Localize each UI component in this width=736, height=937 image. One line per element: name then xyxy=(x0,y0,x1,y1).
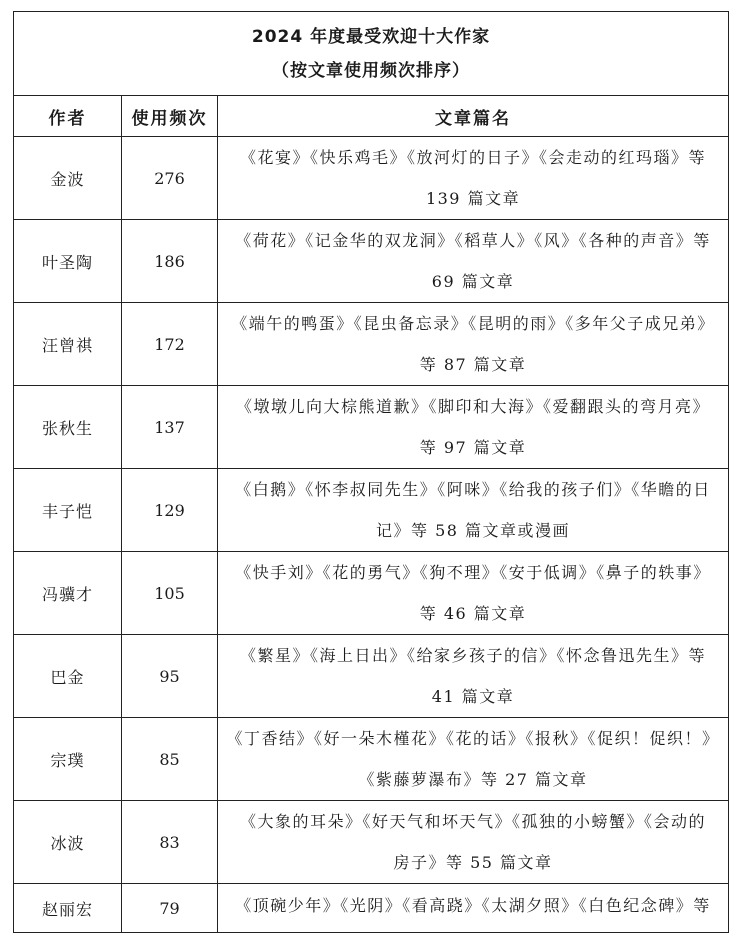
works-line: 等 97 篇文章 xyxy=(419,438,527,457)
works-line: 房子》等 55 篇文章 xyxy=(393,853,553,872)
works-cell xyxy=(218,220,729,303)
table-row xyxy=(14,801,729,884)
count-cell: 83 xyxy=(122,801,218,884)
header-row xyxy=(14,96,729,137)
title-row xyxy=(14,12,729,96)
works-line: 69 篇文章 xyxy=(431,272,515,291)
author-cell: 宗璞 xyxy=(14,718,122,801)
works-cell xyxy=(218,718,729,801)
table-row xyxy=(14,635,729,718)
works-line: 《大象的耳朵》《好天气和坏天气》《孤独的小螃蟹》《会动的 xyxy=(240,812,707,831)
works-line: 《花宴》《快乐鸡毛》《放河灯的日子》《会走动的红玛瑙》等 xyxy=(240,148,707,167)
works-line: 《墩墩儿向大棕熊道歉》《脚印和大海》《爱翻跟头的弯月亮》 xyxy=(236,397,711,416)
author-cell: 巴金 xyxy=(14,635,122,718)
table-row xyxy=(14,137,729,220)
works-line: 《荷花》《记金华的双龙洞》《稻草人》《风》《各种的声音》等 xyxy=(235,231,711,250)
works-line: 《繁星》《海上日出》《给家乡孩子的信》《怀念鲁迅先生》等 xyxy=(240,646,707,665)
works-line: 等 46 篇文章 xyxy=(419,604,527,623)
works-cell xyxy=(218,303,729,386)
works-cell xyxy=(218,801,729,884)
table-title: 2024 年度最受欢迎十大作家 xyxy=(251,26,491,47)
count-cell: 129 xyxy=(122,469,218,552)
count-cell: 95 xyxy=(122,635,218,718)
author-cell: 冯骥才 xyxy=(14,552,122,635)
count-cell: 186 xyxy=(122,220,218,303)
works-cell xyxy=(218,884,729,933)
count-cell: 79 xyxy=(122,884,218,933)
works-line: 《紫藤萝瀑布》等 27 篇文章 xyxy=(358,770,588,789)
works-cell xyxy=(218,137,729,220)
works-line: 《顶碗少年》《光阴》《看高跷》《太湖夕照》《白色纪念碑》等 xyxy=(235,896,711,915)
header-works: 文章篇名 xyxy=(218,96,729,137)
table-subtitle: （按文章使用频次排序） xyxy=(272,60,471,81)
works-line: 等 87 篇文章 xyxy=(419,355,527,374)
author-cell: 张秋生 xyxy=(14,386,122,469)
table-row xyxy=(14,718,729,801)
author-cell: 叶圣陶 xyxy=(14,220,122,303)
works-line: 41 篇文章 xyxy=(431,687,515,706)
works-cell xyxy=(218,635,729,718)
table-title-cell xyxy=(14,12,729,96)
ranking-table xyxy=(13,11,729,933)
count-cell: 105 xyxy=(122,552,218,635)
works-line: 139 篇文章 xyxy=(425,189,521,208)
author-cell: 汪曾祺 xyxy=(14,303,122,386)
table-row xyxy=(14,552,729,635)
works-line: 《白鹅》《怀李叔同先生》《阿咪》《给我的孩子们》《华瞻的日 xyxy=(235,480,711,499)
count-cell: 85 xyxy=(122,718,218,801)
count-cell: 172 xyxy=(122,303,218,386)
table-row xyxy=(14,386,729,469)
works-line: 《丁香结》《好一朵木槿花》《花的话》《报秋》《促织！促织！》 xyxy=(226,729,720,748)
works-cell xyxy=(218,386,729,469)
table-row xyxy=(14,469,729,552)
author-cell: 金波 xyxy=(14,137,122,220)
works-cell xyxy=(218,552,729,635)
works-line: 《快手刘》《花的勇气》《狗不理》《安于低调》《鼻子的轶事》 xyxy=(235,563,711,582)
count-cell: 276 xyxy=(122,137,218,220)
works-cell xyxy=(218,469,729,552)
header-count: 使用频次 xyxy=(122,96,218,137)
table-row xyxy=(14,220,729,303)
author-cell: 冰波 xyxy=(14,801,122,884)
works-line: 记》等 58 篇文章或漫画 xyxy=(375,521,571,540)
header-author: 作者 xyxy=(14,96,122,137)
works-line: 《端午的鸭蛋》《昆虫备忘录》《昆明的雨》《多年父子成兄弟》 xyxy=(231,314,715,333)
count-cell: 137 xyxy=(122,386,218,469)
table-row xyxy=(14,884,729,933)
author-cell: 丰子恺 xyxy=(14,469,122,552)
table-row xyxy=(14,303,729,386)
author-cell: 赵丽宏 xyxy=(14,884,122,933)
